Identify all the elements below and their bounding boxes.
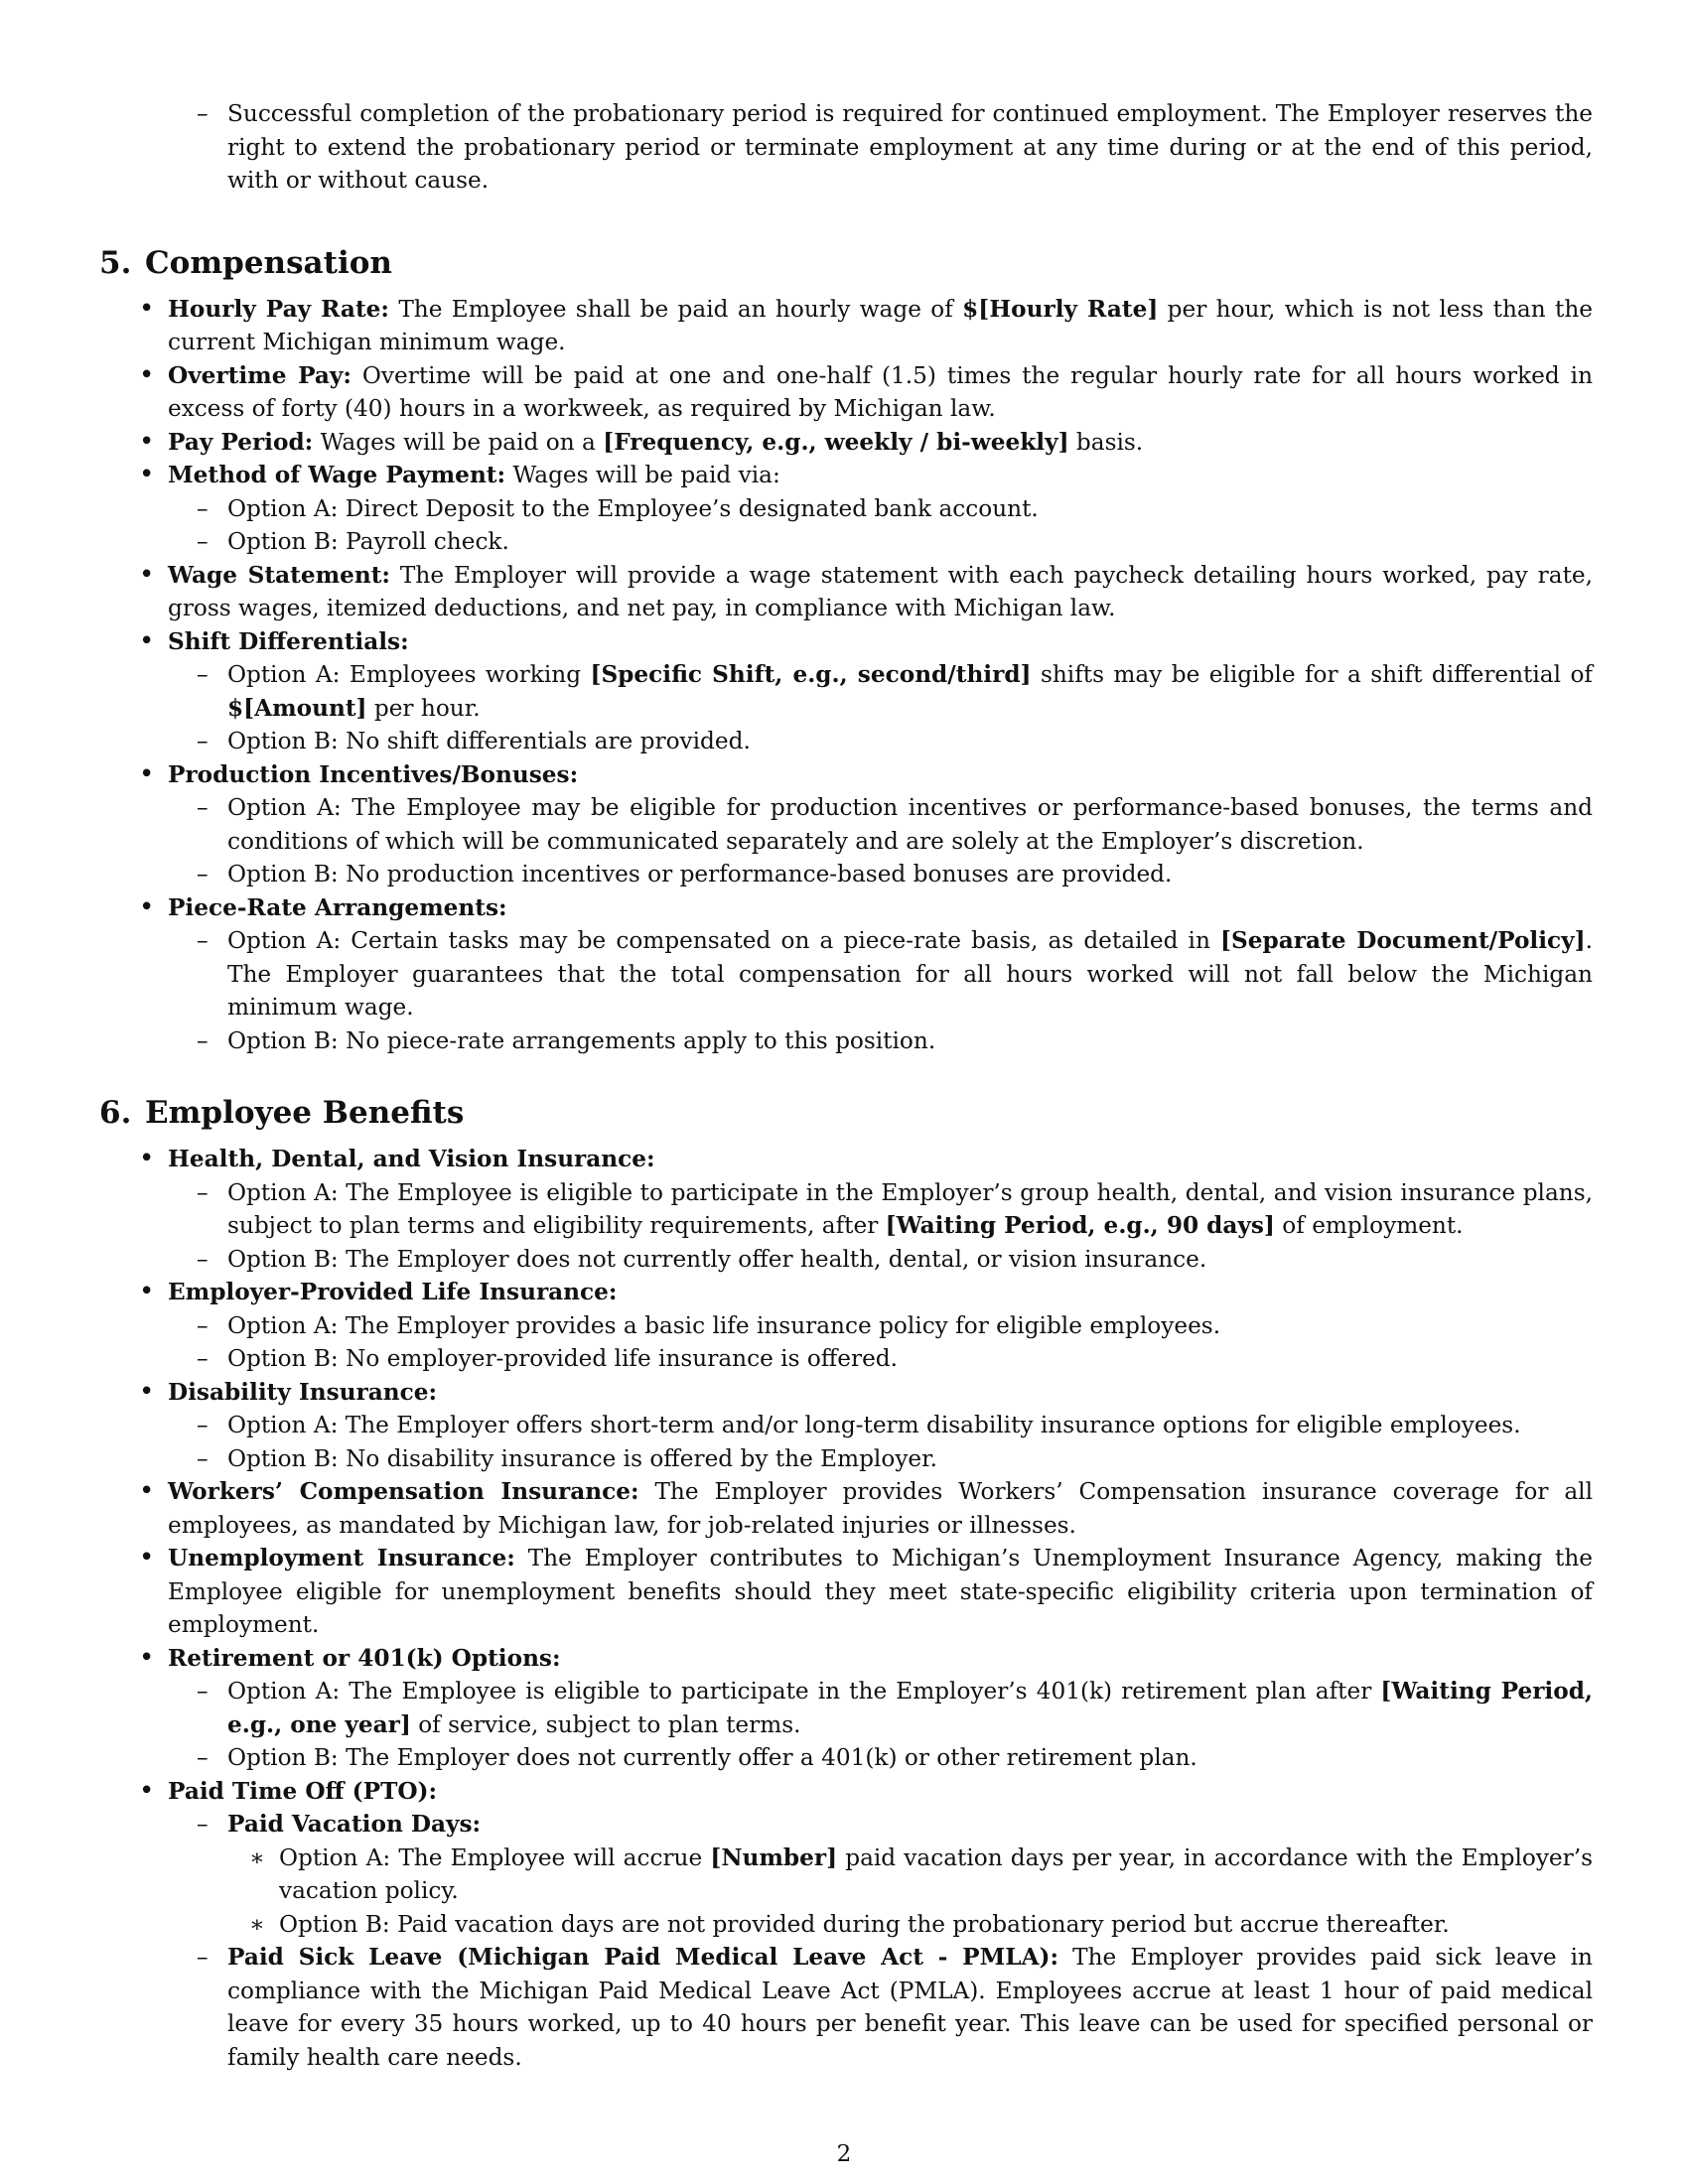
bullet-marker: • <box>139 293 155 324</box>
bullet-marker: • <box>139 1642 155 1673</box>
disability-insurance-item: • Disability Insurance: <box>99 1376 1593 1410</box>
asterisk-marker: ∗ <box>249 1910 265 1938</box>
option-item: – Option A: The Employee is eligible to participate in the Employer’s 401(k) retirement plan after [Waiting Period, e.g., one year] of service, subject to plan terms. <box>99 1675 1593 1741</box>
dash-marker: – <box>197 100 209 127</box>
bullet-marker: • <box>139 1277 155 1306</box>
hourly-pay-item: • Hourly Pay Rate: The Employee shall be paid an hourly wage of $[Hourly Rate] per hour, which is not less than the current Michigan minimum wage. <box>139 293 1594 355</box>
bullet-marker: • <box>139 359 155 390</box>
dash-marker: – <box>197 728 209 754</box>
production-incentives-item: • Production Incentives/Bonuses: <box>99 758 1593 792</box>
option-item: – Option B: Payroll check. <box>99 525 1593 559</box>
wage-statement-item: • Wage Statement: The Employer will provide a wage statement with each paycheck detailing hours worked, pay rate, gross wages, itemized deductions, and net pay, in compliance with Michigan law. <box>139 559 1593 621</box>
dash-marker: – <box>197 1444 209 1472</box>
dash-marker: – <box>197 1678 209 1705</box>
pto-item: • Paid Time Off (PTO): <box>99 1775 1593 1809</box>
asterisk-marker: ∗ <box>249 1843 265 1871</box>
wage-method-item: • Method of Wage Payment: Wages will be paid via: <box>99 459 1593 492</box>
dash-marker: – <box>197 1345 209 1372</box>
option-item: – Option A: The Employer offers short-term and/or long-term disability insurance options for eligible employees. <box>99 1409 1593 1442</box>
life-insurance-item: • Employer-Provided Life Insurance: <box>99 1276 1593 1309</box>
bullet-marker: • <box>139 1376 155 1407</box>
option-item: – Option A: Direct Deposit to the Employee’s designated bank account. <box>99 492 1593 526</box>
dash-marker: – <box>197 1026 209 1054</box>
document-page <box>99 97 1593 2074</box>
dash-marker: – <box>197 1412 209 1438</box>
option-item: ∗ Option B: Paid vacation days are not provided during the probationary period but accrue thereafter. <box>99 1908 1593 1942</box>
dash-marker: – <box>197 794 209 821</box>
dash-marker: – <box>197 494 209 522</box>
option-item: – Option B: No piece-rate arrangements apply to this position. <box>99 1024 1593 1058</box>
health-insurance-item: • Health, Dental, and Vision Insurance: <box>99 1143 1593 1176</box>
dash-marker: – <box>197 927 209 954</box>
piece-rate-item: • Piece-Rate Arrangements: <box>99 891 1593 925</box>
option-item: ∗ Option A: The Employee will accrue [Number] paid vacation days per year, in accordance with the Employer’s vacation policy. <box>99 1842 1593 1908</box>
dash-marker: – <box>197 528 209 555</box>
option-item: – Option B: No shift differentials are provided. <box>99 725 1593 758</box>
dash-marker: – <box>197 1944 209 1971</box>
shift-differentials-item: • Shift Differentials: <box>99 625 1593 659</box>
section-5-heading: 5. Compensation <box>99 244 392 281</box>
option-item: – Option B: No employer-provided life insurance is offered. <box>99 1342 1593 1376</box>
option-item: – Option B: The Employer does not currently offer health, dental, or vision insurance. <box>99 1243 1593 1277</box>
dash-marker: – <box>197 1178 209 1206</box>
option-item: – Option A: Certain tasks may be compensated on a piece-rate basis, as detailed in [Separate Document/Policy]. The Employer guarantees that the total compensation for all hours worked will not fall below the Michigan minimum wage. <box>99 924 1593 1024</box>
dash-marker: – <box>197 1245 209 1273</box>
bullet-marker: • <box>139 625 155 656</box>
bullet-marker: • <box>139 758 155 789</box>
probation-item: – Successful completion of the probationary period is required for continued employment. The Employer reserves the right to extend the probationary period or terminate employment at any time during or at the end of this period, with or without cause. <box>99 97 1593 198</box>
bullet-marker: • <box>139 426 155 457</box>
workers-comp-item: • Workers’ Compensation Insurance: The Employer provides Workers’ Compensation insurance coverage for all employees, as mandated by Michigan law, for job-related injuries or illnesses. <box>139 1476 1593 1539</box>
retirement-item: • Retirement or 401(k) Options: <box>99 1642 1593 1676</box>
dash-marker: – <box>197 861 209 887</box>
option-item: – Option B: No disability insurance is offered by the Employer. <box>99 1442 1593 1476</box>
bullet-marker: • <box>139 460 155 489</box>
option-item: – Option A: Employees working [Specific Shift, e.g., second/third] shifts may be eligible for a shift differential of $[Amount] per hour. <box>99 658 1593 725</box>
bullet-marker: • <box>139 1775 155 1806</box>
pay-period-item: • Pay Period: Wages will be paid on a [Frequency, e.g., weekly / bi-weekly] basis. <box>99 426 1593 460</box>
dash-marker: – <box>197 1744 209 1771</box>
option-item: – Option B: The Employer does not currently offer a 401(k) or other retirement plan. <box>99 1741 1593 1775</box>
unemployment-insurance-item: • Unemployment Insurance: The Employer contributes to Michigan’s Unemployment Insurance Agency, making the Employee eligible for unemployment benefits should they meet state-specific eligibility criteria upon termination of employment. <box>139 1543 1593 1638</box>
dash-marker: – <box>197 1311 209 1339</box>
bullet-marker: • <box>139 1543 155 1572</box>
section-6-heading: 6. Employee Benefits <box>99 1095 465 1131</box>
bullet-marker: • <box>139 1476 155 1506</box>
dash-marker: – <box>197 661 209 688</box>
option-item: – Option A: The Employer provides a basic life insurance policy for eligible employees. <box>99 1309 1593 1343</box>
option-item: – Option A: The Employee is eligible to participate in the Employer’s group health, dental, and vision insurance plans, subject to plan terms and eligibility requirements, after [Waiting Period, e.g., 90 days] of employment. <box>99 1176 1593 1243</box>
bullet-marker: • <box>139 1144 155 1173</box>
page-number: 2 <box>836 2141 852 2167</box>
vacation-days-item: – Paid Vacation Days: <box>99 1808 1593 1842</box>
option-item: – Option B: No production incentives or performance-based bonuses are provided. <box>99 858 1593 891</box>
sick-leave-item: – Paid Sick Leave (Michigan Paid Medical Leave Act - PMLA): The Employer provides paid sick leave in compliance with the Michigan Paid Medical Leave Act (PMLA). Employees accrue at least 1 hour of paid medical leave for every 35 hours worked, up to 40 hours per benefit year. This leave can be used for specified personal or family health care needs. <box>99 1941 1593 2074</box>
bullet-marker: • <box>139 891 155 922</box>
bullet-marker: • <box>139 559 155 590</box>
overtime-item: • Overtime Pay: Overtime will be paid at one and one-half (1.5) times the regular hourly rate for all hours worked in excess of forty (40) hours in a workweek, as required by Michigan law. <box>139 359 1593 422</box>
option-item: – Option A: The Employee may be eligible for production incentives or performance-based bonuses, the terms and conditions of which will be communicated separately and are solely at the Employer’s discretion. <box>99 791 1593 858</box>
dash-marker: – <box>197 1811 209 1838</box>
